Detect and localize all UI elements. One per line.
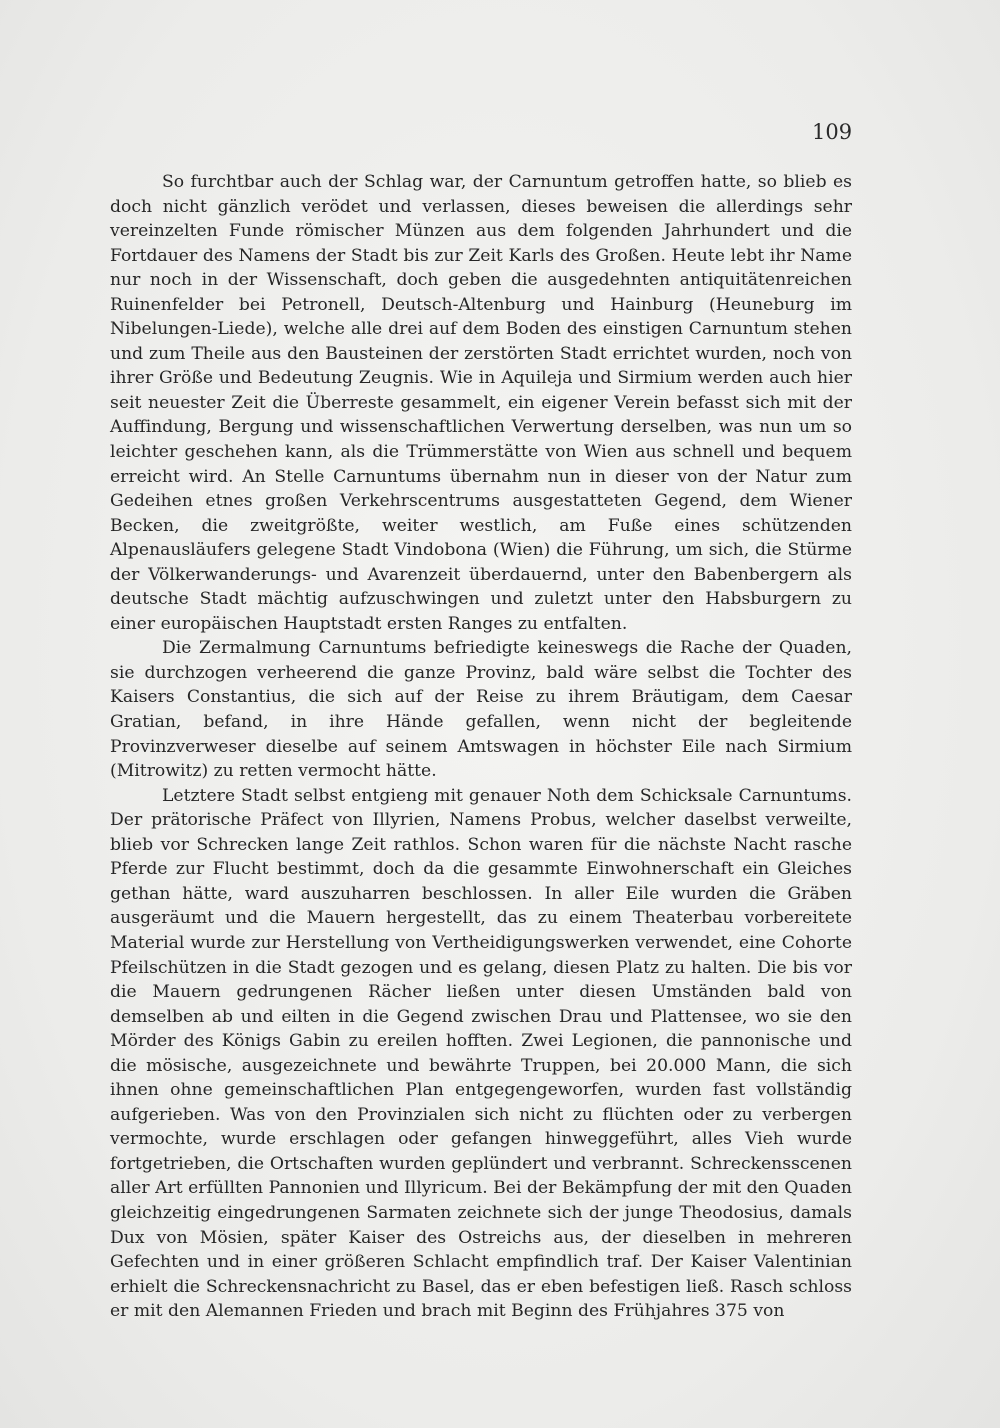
- body-text: [110, 170, 852, 1324]
- paragraph: Letztere Stadt selbst entgieng mit genauer Noth dem Schicksale Carnuntums. Der prätorische Präfect von Illyrien, Namens Probus, welcher daselbst verweilte, blieb vor Schrecken lange Zeit rathlos. Schon waren für die nächste Nacht rasche Pferde zur Flucht bestimmt, doch da die gesammte Einwohnerschaft ein Gleiches gethan hätte, ward auszuharren beschlossen. In aller Eile wurden die Gräben ausgeräumt und die Mauern hergestellt, das zu einem Theaterbau vorbereitete Material wurde zur Herstellung von Vertheidigungswerken verwendet, eine Cohorte Pfeilschützen in die Stadt gezogen und es gelang, diesen Platz zu halten. Die bis vor die Mauern gedrungenen Rächer ließen unter diesen Umständen bald von demselben ab und eilten in die Gegend zwischen Drau und Plattensee, wo sie den Mörder des Königs Gabin zu ereilen hofften. Zwei Legionen, die pannonische und die mösische, ausgezeichnete und bewährte Truppen, bei 20.000 Mann, die sich ihnen ohne gemeinschaftlichen Plan entgegengeworfen, wurden fast vollständig aufgerieben. Was von den Provinzialen sich nicht zu flüchten oder zu verbergen vermochte, wurde erschlagen oder gefangen hinweggeführt, alles Vieh wurde fortgetrieben, die Ortschaften wurden geplündert und verbrannt. Schreckensscenen aller Art erfüllten Pannonien und Illyricum. Bei der Bekämpfung der mit den Quaden gleichzeitig eingedrungenen Sarmaten zeichnete sich der junge Theodosius, damals Dux von Mösien, später Kaiser des Ostreichs aus, der dieselben in mehreren Gefechten und in einer größeren Schlacht empfindlich traf. Der Kaiser Valentinian erhielt die Schreckensnachricht zu Basel, das er eben befestigen ließ. Rasch schloss er mit den Alemannen Frieden und brach mit Beginn des Frühjahres 375 von: [110, 785, 852, 1322]
- paragraph: So furchtbar auch der Schlag war, der Carnuntum getroffen hatte, so blieb es doch nicht gänzlich verödet und verlassen, dieses beweisen die allerdings sehr vereinzelten Funde römischer Münzen aus dem folgenden Jahrhundert und die Fortdauer des Namens der Stadt bis zur Zeit Karls des Großen. Heute lebt ihr Name nur noch in der Wissenschaft, doch geben die ausgedehnten antiquitätenreichen Ruinenfelder bei Petronell, Deutsch-Altenburg und Hainburg (Heuneburg im Nibelungen-Liede), welche alle drei auf dem Boden des einstigen Carnuntum stehen und zum Theile aus den Bausteinen der zerstörten Stadt errichtet wurden, noch von ihrer Größe und Bedeutung Zeugnis. Wie in Aquileja und Sirmium werden auch hier seit neuester Zeit die Überreste gesammelt, ein eigener Verein befasst sich mit der Auffindung, Bergung und wissenschaftlichen Verwertung derselben, was nun um so leichter geschehen kann, als die Trümmerstätte von Wien aus schnell und bequem erreicht wird. An Stelle Carnuntums übernahm nun in dieser von der Natur zum Gedeihen etnes großen Verkehrscentrums ausgestatteten Gegend, dem Wiener Becken, die zweitgrößte, weiter westlich, am Fuße eines schützenden Alpenausläufers gelegene Stadt Vindobona (Wien) die Führung, um sich, die Stürme der Völkerwanderungs- und Avarenzeit überdauernd, unter den Babenbergern als deutsche Stadt mächtig aufzuschwingen und zuletzt unter den Habsburgern zu einer europäischen Hauptstadt ersten Ranges zu entfalten.: [110, 172, 852, 634]
- paragraph: Die Zermalmung Carnuntums befriedigte keineswegs die Rache der Quaden, sie durchzogen verheerend die ganze Provinz, bald wäre selbst die Tochter des Kaisers Constantius, die sich auf der Reise zu ihrem Bräutigam, dem Caesar Gratian, befand, in ihre Hände gefallen, wenn nicht der begleitende Provinzverweser dieselbe auf seinem Amtswagen in höchster Eile nach Sirmium (Mitrowitz) zu retten vermocht hätte.: [110, 638, 852, 782]
- page-number: 109: [812, 120, 853, 144]
